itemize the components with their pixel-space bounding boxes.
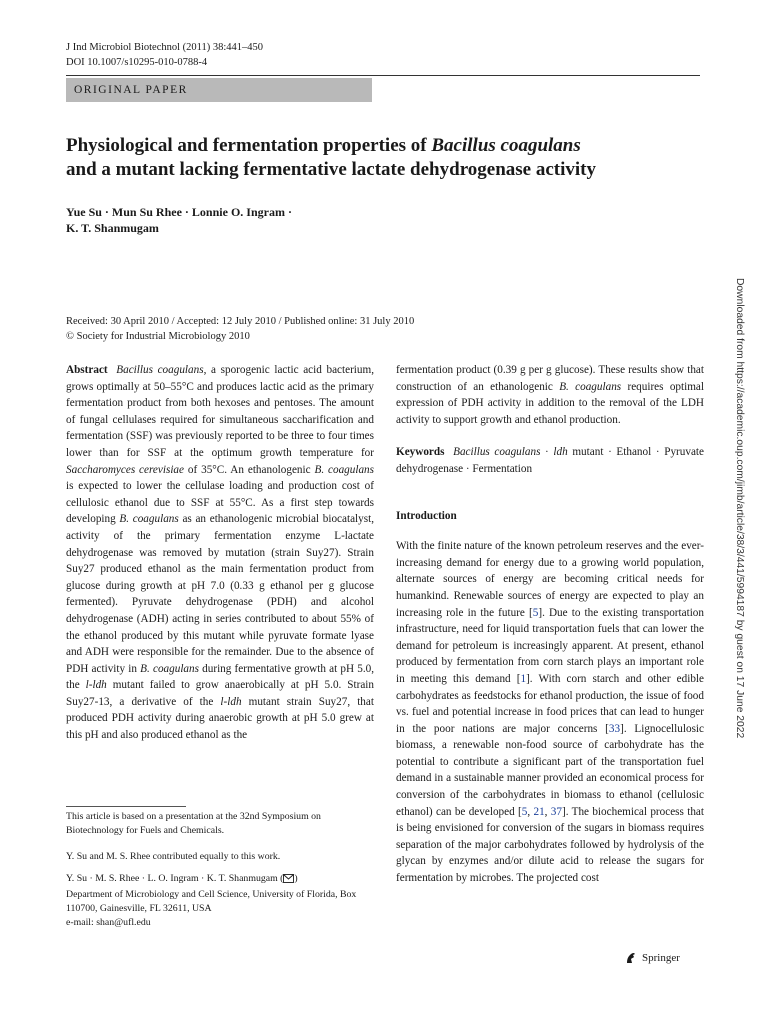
abstract-t2: , a sporogenic lactic acid bacterium, grows optimally at 50–55°C and produces lactic acid as the primary fermentation product from both hexoses and pentoses. The amount of fungal cellulases required for simultaneous saccharification and fermentation (SSF) was previously reported to be three to four times lower than for SSF at the optimum growth temperature for (66, 364, 374, 459)
abstract-heading: Abstract (66, 364, 108, 376)
title-line2-text: and a mutant lacking fermentative lactate dehydrogenase activity (66, 158, 597, 180)
intro-comma: , (544, 805, 551, 818)
footnotes (66, 810, 374, 838)
springer-horse-icon (624, 951, 638, 965)
author-line2: K. T. Shanmugam (66, 221, 159, 235)
doi-line: DOI 10.1007/s10295-010-0788-4 (66, 57, 208, 68)
intro-p2: ]. Due to the existing transportation infrastructure, need for liquid transportation fuels that can lower the demand for petroleum is increasingly apparent. At present, ethanol produced by fermentation from corn starch plays an important role in meeting this demand [ (396, 606, 704, 685)
abstract-t5: B. coagulans (314, 463, 375, 476)
right-column (396, 362, 704, 887)
footnote-equal-contribution: Y. Su and M. S. Rhee contributed equally to this work. (66, 851, 281, 862)
intro-p1: With the finite nature of the known petroleum reserves and the ever-increasing demand for energy due to a growing world population, alternate sources of energy are becoming critical needs for humankind. Renewable sources of energy are expected to play an increasing role in the future [ (396, 540, 704, 619)
intro-comma: , (527, 805, 534, 818)
footnote-rule (66, 806, 186, 807)
footnote-email[interactable]: e-mail: shan@ufl.edu (66, 917, 151, 928)
abstract-t14: mutant strain Suy27, that produced PDH activity during anaerobic growth at pH 5.0 grew at this pH and also produced ethanol as the (66, 695, 374, 742)
download-watermark-text: Downloaded from https://academic.oup.com/jimb/article/38/3/441/5994187 by guest on 17 June 2022 (734, 278, 745, 739)
author-line1: Yue Su · Mun Su Rhee · Lonnie O. Ingram · (66, 205, 292, 219)
envelope-icon (283, 874, 294, 888)
keyword-ldh: ldh (553, 446, 568, 459)
citation-link[interactable]: 21 (533, 805, 545, 818)
intro-p5: ]. The biochemical process that is being envisioned for conversion of the sugars in biomass requires separation of the major carbohydrates followed by hydrolysis of the glycan by enzymes and/or dilute acid to release the sugars for fermentation by microbes. The projected cost (396, 805, 704, 885)
abstract-t1: Bacillus coagulans (116, 364, 204, 376)
download-watermark (733, 278, 747, 748)
abstract-t4: of 35°C. An ethanologenic (184, 463, 315, 476)
journal-line: J Ind Microbiol Biotechnol (2011) 38:441–450 (66, 42, 264, 53)
intro-p3: ]. With corn starch and other edible carbohydrates as feedstocks for ethanol production, the issue of food vs. fuel and potential increase in food prices that can lead to hunger in the poor nations are major concerns [ (396, 672, 704, 735)
publication-dates (66, 314, 414, 344)
keywords-rest: mutant · Ethanol · Pyruvate dehydrogenase · Fermentation (396, 446, 704, 475)
publisher-name: Springer (642, 952, 680, 964)
abstract-r1: fermentation product (0.39 g per g glucose). These results show that construction of an ethanologenic (396, 364, 704, 393)
footnote-equal-contribution-block (66, 850, 374, 864)
abstract-continuation (396, 362, 704, 428)
citation-link[interactable]: 1 (520, 672, 527, 685)
keywords-heading: Keywords (396, 446, 445, 459)
title-organism: Bacillus coagulans (431, 135, 581, 156)
abstract-t13: l-ldh (220, 695, 242, 708)
abstract-t9: B. coagulans (140, 662, 199, 675)
copyright-line: © Society for Industrial Microbiology 2010 (66, 331, 250, 342)
keywords-paragraph (396, 444, 704, 477)
abstract-t3: Saccharomyces cerevisiae (66, 463, 184, 476)
citation-link[interactable]: 5 (521, 805, 528, 818)
abstract-column (66, 362, 374, 744)
abstract-t11: l-ldh (85, 679, 107, 692)
abstract-t12: mutant failed to grow anaerobically at pH 5.0. Strain Suy27-13, a derivative of the (66, 679, 374, 708)
author-list (66, 204, 466, 236)
keyword-organism: Bacillus coagulans (453, 446, 541, 459)
abstract-r2: B. coagulans (559, 380, 622, 393)
abstract-t7: B. coagulans (119, 513, 179, 526)
footnote-symposium: This article is based on a presentation at the 32nd Symposium on Biotechnology for Fuels and Chemicals. (66, 811, 321, 836)
abstract-t10: during fermentative growth at pH 5.0, the (66, 662, 375, 692)
footnote-department: Department of Microbiology and Cell Science, University of Florida, Box 110700, Gainesville, FL 32611, USA (66, 889, 357, 914)
dates-line: Received: 30 April 2010 / Accepted: 12 July 2010 / Published online: 31 July 2010 (66, 316, 415, 327)
journal-citation (66, 40, 263, 70)
intro-p4: ]. Lignocellulosic biomass, a renewable non-food source of carbohydrate has the potential to contribute a significant part of the transportation fuel demand in a sustainable manner provided an economical process for conversion of the carbohydrates in biomass to ethanol (cellulosic ethanol) can be developed [ (396, 722, 704, 818)
footnote-paren: ) (294, 873, 298, 884)
keyword-sep: · (540, 446, 554, 459)
introduction-heading: Introduction (396, 509, 457, 522)
footnote-affiliation-block (66, 872, 374, 930)
footnote-affiliation (66, 872, 374, 888)
footnote-authors: Y. Su · M. S. Rhee · L. O. Ingram · K. T. Shanmugam ( (66, 873, 284, 884)
title-line1-text: Physiological and fermentation properties of (66, 135, 432, 156)
abstract-t8: as an ethanologenic microbial biocatalyst, activity of the primary fermentation enzyme L-lactate dehydrogenase was removed by mutation (strain Suy27). Strain Suy27 produced ethanol as the main fermentation product from glucose during growth at pH 7.0 (0.33 g ethanol per g glucose fermented). Pyruvate dehydrogenase (PDH) and alcohol dehydrogenase (ADH) acting in series contributed to about 55% of the ethanol produced by this mutant while pyruvate formate lyase and ADH were responsible for the remainder. Due to the absence of PDH activity in (66, 513, 375, 675)
citation-link[interactable]: 33 (608, 722, 621, 735)
publisher-logo (624, 951, 680, 965)
abstract-r3: requires optimal expression of PDH activity in addition to the removal of the LDH activity to support growth and ethanol production. (396, 380, 705, 426)
citation-link[interactable]: 37 (550, 805, 562, 818)
article-title (66, 134, 706, 181)
abstract-t6: is expected to lower the cellulase loading and production cost of cellulosic ethanol due to SSF at 55°C. As a first step towards developing (66, 480, 374, 526)
introduction-paragraph (396, 538, 704, 886)
article-type-banner: ORIGINAL PAPER (66, 78, 372, 102)
citation-link[interactable]: 5 (532, 606, 539, 619)
abstract-paragraph (66, 362, 374, 744)
header-rule (66, 75, 700, 76)
